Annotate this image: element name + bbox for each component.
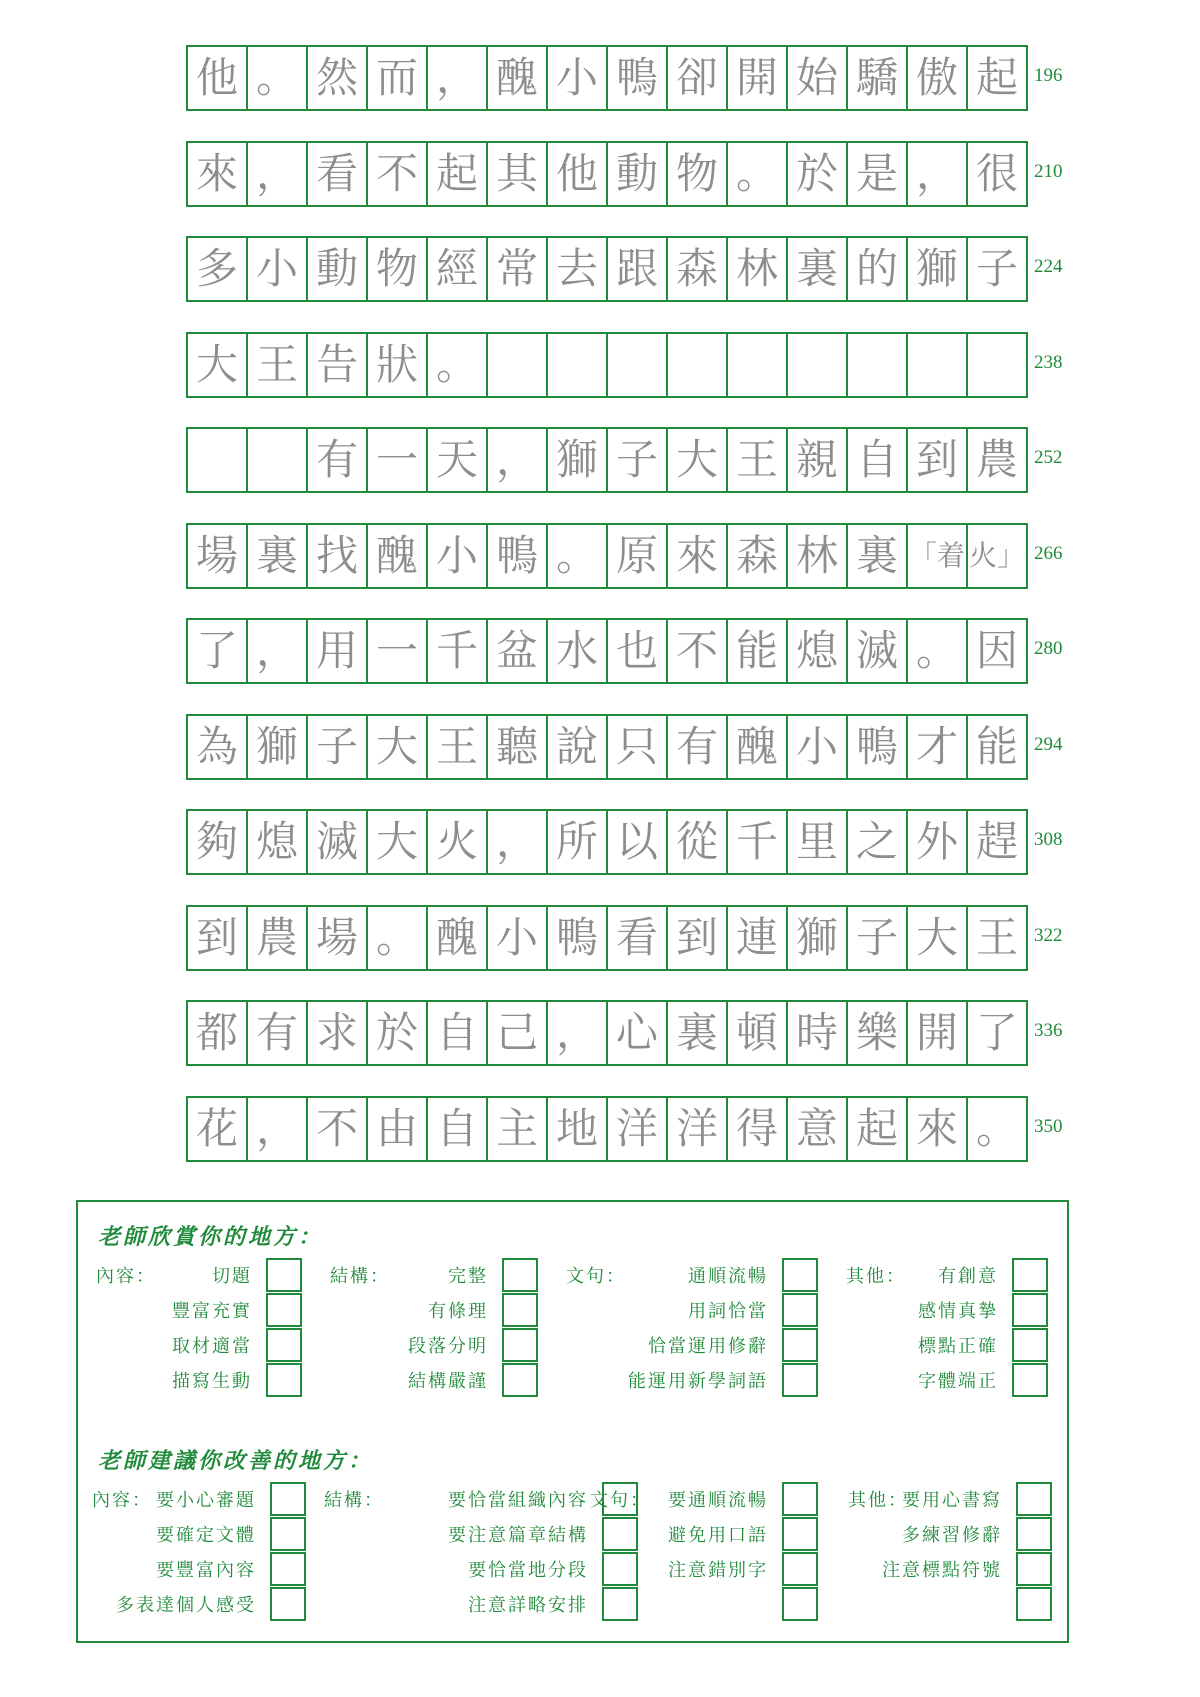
grid-cell: 裏: [848, 525, 908, 587]
grid-cell: 為: [188, 716, 248, 778]
grid-cell: 因: [968, 620, 1028, 682]
grid-cell: 他: [188, 47, 248, 109]
appreciation-checkbox[interactable]: [502, 1363, 538, 1397]
grid-cell: 不: [668, 620, 728, 682]
grid-cell: 熄: [248, 811, 308, 873]
grid-cell: 一: [368, 620, 428, 682]
grid-cell: 始: [788, 47, 848, 109]
grid-row: [186, 427, 1063, 493]
row-char-count: 266: [1034, 543, 1063, 564]
grid-cell: 天: [428, 429, 488, 491]
grid-cell: ，: [488, 811, 548, 873]
grid-cell: 起: [848, 1098, 908, 1160]
appreciation-checkbox[interactable]: [782, 1293, 818, 1327]
grid-cell: 到: [908, 429, 968, 491]
row-char-count: 308: [1034, 829, 1063, 850]
grid-cell: 自: [428, 1098, 488, 1160]
grid-row: [186, 618, 1063, 684]
grid-cell: 外: [908, 811, 968, 873]
grid-cell: 森: [728, 525, 788, 587]
appreciation-criterion-label: 豐富充實: [172, 1301, 252, 1322]
improvement-checkbox[interactable]: [1016, 1482, 1052, 1516]
grid-cell: 裏: [788, 238, 848, 300]
improvement-category-label: 內容：: [92, 1490, 152, 1511]
grid-cell: 很: [968, 143, 1028, 205]
grid-cell: 跟: [608, 238, 668, 300]
improvement-checkbox[interactable]: [1016, 1587, 1052, 1621]
grid-cell: [248, 429, 308, 491]
grid-row: [186, 1096, 1063, 1162]
grid-row: [186, 809, 1063, 875]
grid-cell: 得: [728, 1098, 788, 1160]
improvement-checkbox[interactable]: [782, 1587, 818, 1621]
grid-row: [186, 1000, 1063, 1066]
grid-cell: 能: [728, 620, 788, 682]
grid-cell: 頓: [728, 1002, 788, 1064]
grid-cell: 也: [608, 620, 668, 682]
grid-cell: 經: [428, 238, 488, 300]
grid-cell: 能: [968, 716, 1028, 778]
grid-cell: 多: [188, 238, 248, 300]
appreciation-criterion-label: 完整: [448, 1266, 488, 1287]
row-char-count: 294: [1034, 734, 1063, 755]
grid-cell: 王: [728, 429, 788, 491]
grid-cell: 獅: [908, 238, 968, 300]
appreciation-checkbox[interactable]: [1012, 1293, 1048, 1327]
grid-cell: 鴨: [848, 716, 908, 778]
grid-cell: 意: [788, 1098, 848, 1160]
grid-cell: 求: [308, 1002, 368, 1064]
grid-cell: 有: [248, 1002, 308, 1064]
improvement-criterion-label: 多表達個人感受: [116, 1595, 256, 1616]
grid-cell: 。: [368, 907, 428, 969]
grid-row-cells: [186, 141, 1028, 207]
appreciation-criterion-label: 通順流暢: [688, 1266, 768, 1287]
improvement-checkbox[interactable]: [270, 1517, 306, 1551]
grid-cell: 去: [548, 238, 608, 300]
grid-cell: 於: [788, 143, 848, 205]
appreciation-checkbox[interactable]: [782, 1363, 818, 1397]
grid-cell: 王: [428, 716, 488, 778]
appreciation-checkbox[interactable]: [502, 1293, 538, 1327]
grid-cell: 千: [428, 620, 488, 682]
appreciation-category-label: 結構：: [330, 1266, 390, 1287]
improvement-checkbox[interactable]: [270, 1587, 306, 1621]
grid-cell: 洋: [608, 1098, 668, 1160]
improvement-criterion-label: 注意詳略安排: [468, 1595, 588, 1616]
grid-cell: 子: [608, 429, 668, 491]
appreciation-checkbox[interactable]: [266, 1328, 302, 1362]
grid-cell: 來: [188, 143, 248, 205]
grid-row: [186, 523, 1063, 589]
grid-cell: 親: [788, 429, 848, 491]
improvement-title: 老師建議你改善的地方：: [98, 1448, 374, 1474]
grid-cell: 鴨: [548, 907, 608, 969]
appreciation-checkbox[interactable]: [266, 1293, 302, 1327]
grid-cell: 里: [788, 811, 848, 873]
grid-cell: 醜: [368, 525, 428, 587]
grid-cell: ，: [428, 47, 488, 109]
row-char-count: 350: [1034, 1116, 1063, 1137]
grid-row-cells: [186, 45, 1028, 111]
grid-cell: 物: [668, 143, 728, 205]
grid-cell: 地: [548, 1098, 608, 1160]
grid-cell: 醜: [728, 716, 788, 778]
grid-cell: 場: [188, 525, 248, 587]
grid-cell: 花: [188, 1098, 248, 1160]
grid-cell: 時: [788, 1002, 848, 1064]
grid-cell: 大: [368, 811, 428, 873]
improvement-criterion-label: 要用心書寫: [902, 1490, 1002, 1511]
appreciation-category-label: 其他：: [846, 1266, 906, 1287]
appreciation-criterion-label: 描寫生動: [172, 1371, 252, 1392]
improvement-criterion-label: 注意錯別字: [668, 1560, 768, 1581]
appreciation-checkbox[interactable]: [782, 1258, 818, 1292]
grid-cell: 林: [788, 525, 848, 587]
grid-row: [186, 332, 1063, 398]
appreciation-checkbox[interactable]: [1012, 1328, 1048, 1362]
grid-cell: 不: [308, 1098, 368, 1160]
grid-cell: 而: [368, 47, 428, 109]
grid-cell: 醜: [428, 907, 488, 969]
improvement-checkbox[interactable]: [1016, 1552, 1052, 1586]
grid-cell: 己: [488, 1002, 548, 1064]
grid-cell: 以: [608, 811, 668, 873]
row-char-count: 280: [1034, 638, 1063, 659]
grid-cell: ，: [248, 620, 308, 682]
grid-row-cells: [186, 523, 1028, 589]
grid-cell: 其: [488, 143, 548, 205]
grid-cell: 主: [488, 1098, 548, 1160]
grid-cell: 原: [608, 525, 668, 587]
grid-cell: 不: [368, 143, 428, 205]
grid-cell: 大: [908, 907, 968, 969]
improvement-criterion-label: 要確定文體: [156, 1525, 256, 1546]
grid-cell: 。: [908, 620, 968, 682]
grid-cell: [728, 334, 788, 396]
improvement-criterion-label: 要小心審題: [156, 1490, 256, 1511]
grid-cell: 到: [188, 907, 248, 969]
grid-row: [186, 141, 1063, 207]
grid-cell: 大: [668, 429, 728, 491]
grid-cell: ，: [908, 143, 968, 205]
row-char-count: 336: [1034, 1020, 1063, 1041]
grid-cell: 王: [248, 334, 308, 396]
grid-cell: 小: [428, 525, 488, 587]
improvement-checkbox[interactable]: [782, 1552, 818, 1586]
grid-cell: 傲: [908, 47, 968, 109]
grid-cell: 了: [968, 1002, 1028, 1064]
appreciation-criterion-label: 標點正確: [918, 1336, 998, 1357]
grid-cell: 小: [788, 716, 848, 778]
grid-cell: 有: [308, 429, 368, 491]
grid-cell: 滅: [308, 811, 368, 873]
row-char-count: 210: [1034, 161, 1063, 182]
grid-cell: 說: [548, 716, 608, 778]
improvement-checkbox[interactable]: [1016, 1517, 1052, 1551]
appreciation-criterion-label: 段落分明: [408, 1336, 488, 1357]
grid-row: [186, 236, 1063, 302]
grid-cell: 自: [428, 1002, 488, 1064]
grid-row: [186, 905, 1063, 971]
appreciation-criterion-label: 感情真摯: [918, 1301, 998, 1322]
grid-cell: [788, 334, 848, 396]
grid-cell: 看: [608, 907, 668, 969]
improvement-criterion-label: 要通順流暢: [668, 1490, 768, 1511]
grid-cell: 連: [728, 907, 788, 969]
improvement-checkbox[interactable]: [270, 1552, 306, 1586]
improvement-category-label: 結構：: [324, 1490, 384, 1511]
grid-cell: 來: [908, 1098, 968, 1160]
appreciation-category-label: 文句：: [566, 1266, 626, 1287]
grid-cell: [848, 334, 908, 396]
grid-cell: 找: [308, 525, 368, 587]
grid-row-cells: [186, 809, 1028, 875]
grid-cell: 告: [308, 334, 368, 396]
appreciation-criterion-label: 字體端正: [918, 1371, 998, 1392]
grid-cell: 卻: [668, 47, 728, 109]
appreciation-checkbox[interactable]: [1012, 1363, 1048, 1397]
grid-cell: ，: [248, 143, 308, 205]
grid-cell: 洋: [668, 1098, 728, 1160]
grid-cell: 子: [308, 716, 368, 778]
grid-cell: 森: [668, 238, 728, 300]
improvement-criterion-label: 要豐富內容: [156, 1560, 256, 1581]
grid-cell: [548, 334, 608, 396]
improvement-criterion-label: 要恰當地分段: [468, 1560, 588, 1581]
appreciation-criterion-label: 能運用新學詞語: [628, 1371, 768, 1392]
grid-cell: 滅: [848, 620, 908, 682]
improvement-criterion-label: 多練習修辭: [902, 1525, 1002, 1546]
improvement-checkbox[interactable]: [782, 1517, 818, 1551]
grid-cell: [188, 429, 248, 491]
appreciation-criterion-label: 取材適當: [172, 1336, 252, 1357]
grid-cell: 場: [308, 907, 368, 969]
grid-cell: 小: [248, 238, 308, 300]
grid-cell: 熄: [788, 620, 848, 682]
appreciation-checkbox[interactable]: [266, 1258, 302, 1292]
grid-cell: 農: [248, 907, 308, 969]
grid-cell: 小: [548, 47, 608, 109]
grid-cell: [608, 334, 668, 396]
grid-cell: 才: [908, 716, 968, 778]
grid-cell: 子: [848, 907, 908, 969]
grid-cell: 起: [428, 143, 488, 205]
grid-cell: 到: [668, 907, 728, 969]
grid-cell: [908, 334, 968, 396]
appreciation-title: 老師欣賞你的地方：: [98, 1224, 324, 1250]
grid-cell: 於: [368, 1002, 428, 1064]
grid-cell: 狀: [368, 334, 428, 396]
grid-cell: 裏: [248, 525, 308, 587]
grid-cell: 。: [728, 143, 788, 205]
grid-cell: 獅: [248, 716, 308, 778]
grid-cell: 。: [548, 525, 608, 587]
grid-row-cells: [186, 618, 1028, 684]
grid-cell: 林: [728, 238, 788, 300]
grid-row-cells: [186, 714, 1028, 780]
grid-cell: 然: [308, 47, 368, 109]
grid-cell: 大: [188, 334, 248, 396]
appreciation-checkbox[interactable]: [266, 1363, 302, 1397]
grid-cell: 有: [668, 716, 728, 778]
grid-cell: 大: [368, 716, 428, 778]
row-char-count: 224: [1034, 256, 1063, 277]
appreciation-criterion-label: 恰當運用修辭: [648, 1336, 768, 1357]
grid-cell: 開: [908, 1002, 968, 1064]
grid-row: [186, 714, 1063, 780]
row-char-count: 252: [1034, 447, 1063, 468]
grid-cell: 常: [488, 238, 548, 300]
grid-cell: 水: [548, 620, 608, 682]
grid-cell: 。: [968, 1098, 1028, 1160]
grid-row: [186, 45, 1063, 111]
grid-cell: ，: [248, 1098, 308, 1160]
grid-cell: 千: [728, 811, 788, 873]
grid-cell: 自: [848, 429, 908, 491]
grid-cell: 動: [308, 238, 368, 300]
grid-cell: 物: [368, 238, 428, 300]
grid-cell: 心: [608, 1002, 668, 1064]
grid-cell: 裏: [668, 1002, 728, 1064]
appreciation-criterion-label: 有創意: [938, 1266, 998, 1287]
grid-cell: ，: [488, 429, 548, 491]
improvement-category-label: 文句：: [590, 1490, 650, 1511]
grid-cell: 只: [608, 716, 668, 778]
grid-cell: 是: [848, 143, 908, 205]
appreciation-checkbox[interactable]: [782, 1328, 818, 1362]
improvement-criterion-label: 要注意篇章結構: [448, 1525, 588, 1546]
grid-cell: [968, 334, 1028, 396]
grid-cell: 小: [488, 907, 548, 969]
teacher-feedback-box: [76, 1200, 1069, 1643]
grid-cell: 王: [968, 907, 1028, 969]
appreciation-checkbox[interactable]: [502, 1258, 538, 1292]
grid-cell: 之: [848, 811, 908, 873]
grid-cell: 了: [188, 620, 248, 682]
improvement-checkbox[interactable]: [782, 1482, 818, 1516]
grid-cell: 夠: [188, 811, 248, 873]
grid-cell: 。: [428, 334, 488, 396]
row-char-count: 238: [1034, 352, 1063, 373]
grid-cell: 開: [728, 47, 788, 109]
grid-cell: 都: [188, 1002, 248, 1064]
appreciation-checkbox[interactable]: [502, 1328, 538, 1362]
improvement-checkbox[interactable]: [602, 1587, 638, 1621]
grid-cell: 火」: [968, 525, 1028, 587]
improvement-category-label: 其他：: [848, 1490, 908, 1511]
grid-row-cells: [186, 1096, 1028, 1162]
appreciation-checkbox[interactable]: [1012, 1258, 1048, 1292]
improvement-checkbox[interactable]: [602, 1517, 638, 1551]
grid-row-cells: [186, 332, 1028, 398]
grid-cell: 一: [368, 429, 428, 491]
grid-cell: 驕: [848, 47, 908, 109]
grid-cell: [488, 334, 548, 396]
grid-cell: 樂: [848, 1002, 908, 1064]
grid-cell: 獅: [788, 907, 848, 969]
improvement-criterion-label: 避免用口語: [668, 1525, 768, 1546]
grid-cell: [668, 334, 728, 396]
grid-cell: 子: [968, 238, 1028, 300]
appreciation-criterion-label: 用詞恰當: [688, 1301, 768, 1322]
grid-cell: 動: [608, 143, 668, 205]
grid-cell: 「着: [908, 525, 968, 587]
improvement-checkbox[interactable]: [270, 1482, 306, 1516]
grid-row-cells: [186, 427, 1028, 493]
grid-cell: 所: [548, 811, 608, 873]
grid-cell: 鴨: [608, 47, 668, 109]
grid-cell: 聽: [488, 716, 548, 778]
grid-cell: ，: [548, 1002, 608, 1064]
appreciation-criterion-label: 切題: [212, 1266, 252, 1287]
grid-cell: 農: [968, 429, 1028, 491]
grid-cell: 他: [548, 143, 608, 205]
appreciation-criterion-label: 結構嚴謹: [408, 1371, 488, 1392]
grid-cell: 看: [308, 143, 368, 205]
grid-row-cells: [186, 1000, 1028, 1066]
grid-cell: 火: [428, 811, 488, 873]
grid-cell: 用: [308, 620, 368, 682]
grid-row-cells: [186, 905, 1028, 971]
appreciation-category-label: 內容：: [96, 1266, 156, 1287]
grid-cell: 獅: [548, 429, 608, 491]
grid-cell: 盆: [488, 620, 548, 682]
grid-cell: 。: [248, 47, 308, 109]
grid-cell: 起: [968, 47, 1028, 109]
improvement-criterion-label: 要恰當組織內容: [448, 1490, 588, 1511]
grid-cell: 來: [668, 525, 728, 587]
grid-cell: 趕: [968, 811, 1028, 873]
grid-cell: 從: [668, 811, 728, 873]
grid-row-cells: [186, 236, 1028, 302]
grid-cell: 醜: [488, 47, 548, 109]
grid-cell: 由: [368, 1098, 428, 1160]
improvement-criterion-label: 注意標點符號: [882, 1560, 1002, 1581]
row-char-count: 196: [1034, 65, 1063, 86]
grid-cell: 的: [848, 238, 908, 300]
improvement-checkbox[interactable]: [602, 1552, 638, 1586]
appreciation-criterion-label: 有條理: [428, 1301, 488, 1322]
grid-cell: 鴨: [488, 525, 548, 587]
row-char-count: 322: [1034, 925, 1063, 946]
